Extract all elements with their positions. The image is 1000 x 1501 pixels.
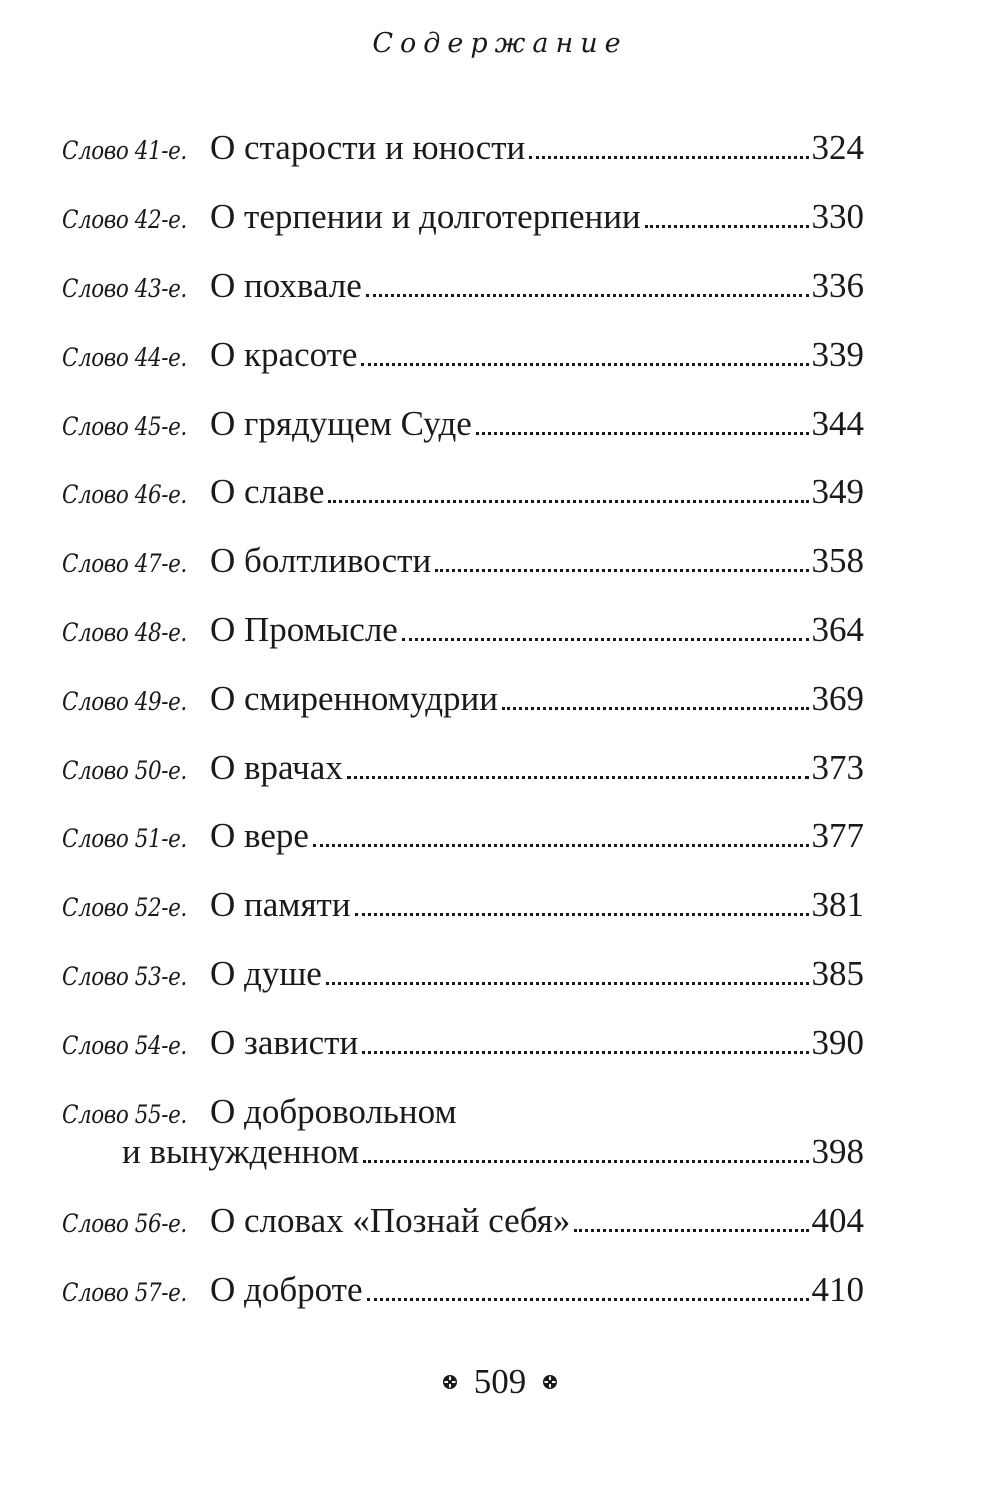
- toc-entry: [62, 404, 864, 444]
- entry-title: О похвале: [210, 266, 362, 305]
- entry-label: Слово 45-е.: [62, 412, 187, 441]
- dot-leader: [366, 294, 809, 297]
- entry-page-number: 336: [811, 266, 864, 305]
- entry-label: Слово 47-е.: [62, 549, 187, 578]
- dot-leader: [326, 982, 809, 985]
- entry-label: Слово 51-е.: [62, 824, 187, 853]
- toc-entry: [62, 1270, 864, 1310]
- dot-leader: [435, 569, 808, 572]
- dot-leader: [361, 363, 808, 366]
- entry-label: Слово 43-е.: [62, 274, 187, 303]
- dot-leader: [574, 1229, 808, 1232]
- toc-entry: [62, 1092, 864, 1172]
- page-number: 509: [473, 1362, 527, 1401]
- entry-label: Слово 53-е.: [62, 962, 187, 991]
- entry-title: О красоте: [210, 335, 358, 374]
- entry-page-number: 358: [811, 541, 864, 580]
- entry-title: О душе: [210, 954, 322, 993]
- dot-leader: [355, 913, 809, 916]
- page-folio: [0, 1362, 1000, 1402]
- entry-label: Слово 44-е.: [62, 343, 187, 372]
- entry-label: Слово 54-е.: [62, 1031, 187, 1060]
- entry-page-number: 344: [811, 404, 864, 443]
- entry-title: О памяти: [210, 885, 351, 924]
- cross-ornament-icon: [442, 1374, 458, 1390]
- toc-entry: [62, 610, 864, 650]
- entry-title: О добровольном: [210, 1092, 457, 1131]
- dot-leader: [645, 225, 809, 228]
- entry-label: Слово 52-е.: [62, 893, 187, 922]
- dot-leader: [362, 1051, 808, 1054]
- toc-entry: [62, 816, 864, 856]
- entry-page-number: 349: [811, 472, 864, 511]
- entry-label: Слово 41-е.: [62, 136, 187, 165]
- toc-entry: [62, 954, 864, 994]
- entry-title: О словах «Познай себя»: [210, 1201, 571, 1240]
- entry-label: Слово 46-е.: [62, 480, 187, 509]
- dot-leader: [313, 844, 809, 847]
- cross-ornament-icon: [542, 1374, 558, 1390]
- toc-entry: [62, 679, 864, 719]
- entry-page-number: 377: [811, 816, 864, 855]
- entry-label: Слово 55-е.: [62, 1100, 187, 1129]
- entry-title: О старости и юности: [210, 128, 526, 167]
- running-head: Содержание: [372, 28, 628, 59]
- entry-page-number: 339: [811, 335, 864, 374]
- entry-page-number: 330: [811, 197, 864, 236]
- toc-entry: [62, 128, 864, 168]
- entry-page-number: 364: [811, 610, 864, 649]
- entry-title: О доброте: [210, 1270, 363, 1309]
- dot-leader: [363, 1160, 808, 1163]
- entry-page-number: 398: [811, 1132, 864, 1171]
- toc-entry: [62, 1201, 864, 1241]
- dot-leader: [328, 500, 808, 503]
- entry-title: О Промысле: [210, 610, 398, 649]
- entry-page-number: 324: [811, 128, 864, 167]
- entry-label: Слово 42-е.: [62, 205, 187, 234]
- dot-leader: [347, 776, 809, 779]
- entry-label: Слово 56-е.: [62, 1209, 187, 1238]
- entry-page-number: 390: [811, 1023, 864, 1062]
- dot-leader: [367, 1298, 809, 1301]
- entry-title: О болтливости: [210, 541, 432, 580]
- entry-page-number: 385: [811, 954, 864, 993]
- entry-label: Слово 49-е.: [62, 687, 187, 716]
- toc-entry: [62, 885, 864, 925]
- entry-page-number: 404: [811, 1201, 864, 1240]
- entry-title: О славе: [210, 472, 325, 511]
- entry-page-number: 381: [811, 885, 864, 924]
- dot-leader: [502, 707, 809, 710]
- entry-title: О грядущем Суде: [210, 404, 472, 443]
- toc-entry: [62, 197, 864, 237]
- dot-leader: [529, 156, 808, 159]
- toc-entry: [62, 1023, 864, 1063]
- entry-label: Слово 50-е.: [62, 756, 187, 785]
- entry-label: Слово 48-е.: [62, 618, 187, 647]
- entry-title: О вере: [210, 816, 309, 855]
- toc-entry: [62, 472, 864, 512]
- entry-title: О врачах: [210, 748, 343, 787]
- entry-title: О смиренномудрии: [210, 679, 498, 718]
- toc-entry: [62, 335, 864, 375]
- dot-leader: [476, 432, 809, 435]
- entry-title-continuation: и вынужденном: [122, 1132, 360, 1171]
- entry-page-number: 373: [811, 748, 864, 787]
- entry-page-number: 410: [811, 1270, 864, 1309]
- entry-page-number: 369: [811, 679, 864, 718]
- entry-label: Слово 57-е.: [62, 1278, 187, 1307]
- toc-entry: [62, 748, 864, 788]
- entry-title: О зависти: [210, 1023, 359, 1062]
- entry-title: О терпении и долготерпении: [210, 197, 641, 236]
- toc-entry: [62, 266, 864, 306]
- toc-entry: [62, 541, 864, 581]
- dot-leader: [402, 638, 809, 641]
